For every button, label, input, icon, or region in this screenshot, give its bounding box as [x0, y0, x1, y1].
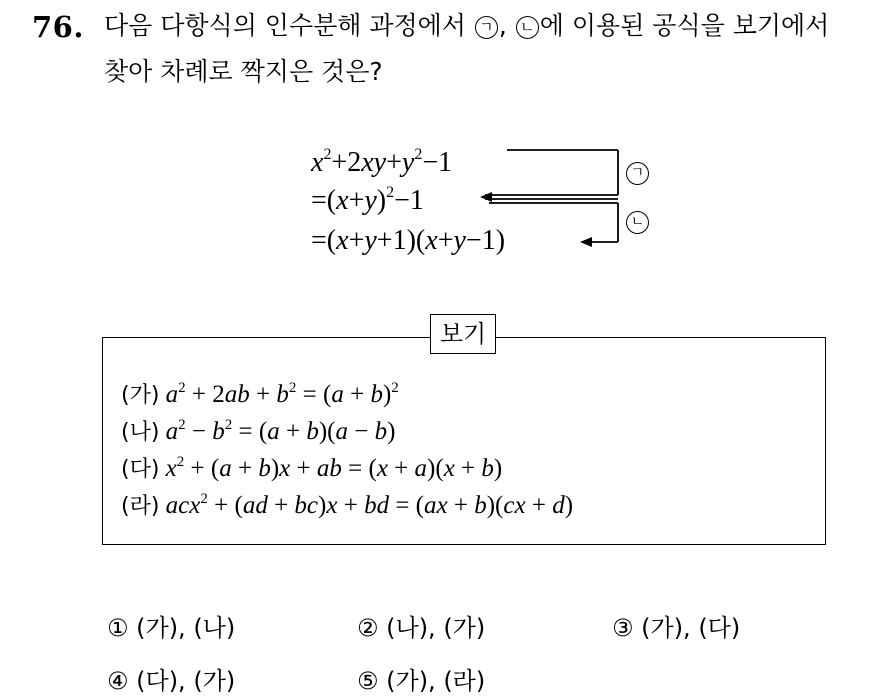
formula-label: (다) [121, 457, 160, 482]
arrowhead-a [480, 192, 492, 202]
formula-label: (라) [121, 494, 160, 519]
answer-choice-1[interactable]: ① (가), (나) [107, 614, 236, 642]
mark-separator: , [498, 11, 515, 40]
question-text-end: 에 이용된 공식을 보기에서 [539, 11, 830, 40]
formula-label: (가) [121, 383, 160, 408]
mark-a-inline: ㄱ [475, 16, 498, 39]
formula-label: (나) [121, 420, 160, 445]
question-line-2: 찾아 차례로 짝지은 것은? [104, 57, 383, 86]
marker-b: ㄴ [626, 211, 649, 234]
question-text-start: 다음 다항식의 인수분해 과정에서 [104, 11, 474, 40]
formula-na: (나) $a^2 - b^2 = (a + b)(a - b)$ [121, 417, 396, 445]
answer-choice-5[interactable]: ⑤ (가), (라) [357, 667, 486, 695]
formula-da: (다) $x^2 + (a + b)x$ + ab = (x + a)(x + b) [121, 454, 503, 482]
marker-a: ㄱ [626, 162, 649, 185]
formula-ga: (가) $a^2 + 2ab + b^2 = (a + b)^2$ [121, 380, 399, 408]
answer-choice-4[interactable]: ④ (다), (가) [107, 667, 236, 695]
derivation-step-1: $x^2+2xy+y^2-1$ [311, 146, 453, 178]
question-line-1 [104, 10, 829, 42]
arrowhead-b [580, 237, 592, 247]
bogi-title: 보기 [430, 314, 496, 354]
derivation-step-3: =(x+y+1)(x+y−1) [311, 225, 506, 256]
formula-ra: (라) acx$^2$ + (ad + bc)x + bd = (ax + b)(cx + d) [121, 491, 574, 519]
answer-choice-2[interactable]: ② (나), (가) [357, 614, 486, 642]
question-number: 76. [32, 10, 84, 44]
derivation-step-2: $=(x+y)^2-1$ [311, 184, 424, 216]
answer-choice-3[interactable]: ③ (가), (다) [612, 614, 741, 642]
mark-b-inline: ㄴ [516, 16, 539, 39]
